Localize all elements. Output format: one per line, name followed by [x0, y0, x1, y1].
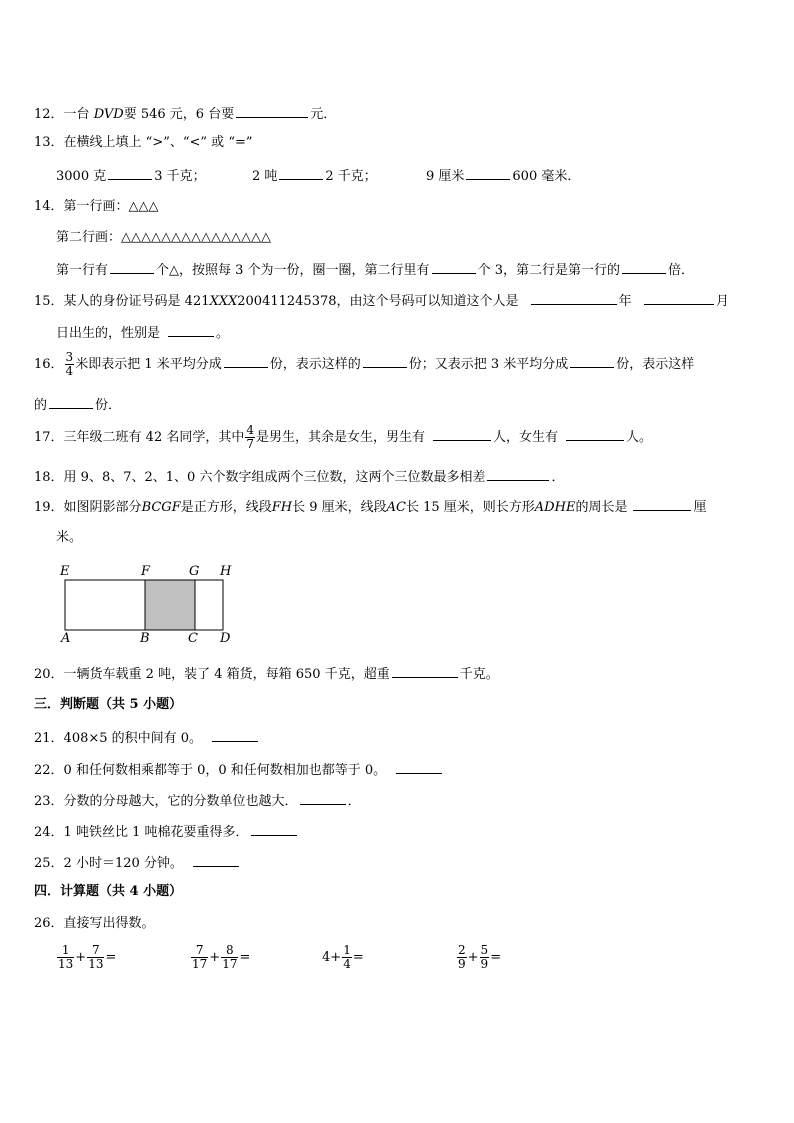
question-19: 19．如图阴影部分BCGF是正方形，线段FH长 9 厘米，线段AC长 15 厘米，则长方形ADHE的周长是 厘 — [34, 497, 706, 517]
label-e: E — [60, 564, 70, 579]
label-g: G — [189, 564, 200, 579]
answer-blank[interactable] — [224, 354, 268, 368]
expression-2: $\frac{7}{17}$ + $\frac{8}{17}$ = — [192, 943, 251, 971]
question-22: 22．0 和任何数相乘都等于 0，0 和任何数相加也都等于 0。 — [34, 760, 444, 780]
fraction: $\frac{3}{4}$ — [65, 350, 74, 378]
answer-blank[interactable] — [279, 166, 323, 180]
answer-blank[interactable] — [644, 291, 714, 305]
question-16: 16． $\frac{3}{4}$ 米即表示把 1 米平均分成 份，表示这样的 份；又表示把 3 米平均分成 份，表示这样 — [34, 350, 695, 378]
section-4-title: 四．计算题（共 4 小题） — [34, 884, 183, 899]
answer-blank[interactable] — [466, 166, 510, 180]
question-20: 20．一辆货车载重 2 吨，装了 4 箱货，每箱 650 千克，超重 千克。 — [34, 664, 499, 684]
expression-4: $\frac{2}{9}$ + $\frac{5}{9}$ = — [458, 943, 502, 971]
label-h: H — [220, 564, 232, 579]
question-13-item-b: 2 吨 2 千克； — [252, 166, 377, 186]
question-24: 24．1 吨铁丝比 1 吨棉花要重得多． — [34, 822, 299, 842]
fraction: $\frac{4}{7}$ — [246, 423, 254, 451]
question-13-items: 3000 克 3 千克； — [56, 166, 206, 186]
question-23: 23．分数的分母越大，它的分数单位也越大． ． — [34, 791, 361, 811]
answer-blank[interactable] — [363, 354, 407, 368]
answer-blank[interactable] — [251, 822, 297, 836]
question-12: 12．一台 DVD要 546 元，6 台要 元． — [34, 104, 336, 124]
question-18: 18．用 9、8、7、2、1、0 六个数字组成两个三位数，这两个三位数最多相差 ． — [34, 467, 564, 487]
question-26: 26．直接写出得数。 — [34, 916, 155, 931]
fraction: $\frac{1}{13}$ — [58, 943, 74, 971]
label-d: D — [220, 631, 231, 646]
answer-blank[interactable] — [49, 395, 93, 409]
fraction: $\frac{7}{13}$ — [88, 943, 104, 971]
answer-blank[interactable] — [212, 728, 258, 742]
question-13-item-c: 9 厘米 600 毫米． — [426, 166, 580, 186]
label-a: A — [61, 631, 71, 646]
expression-3: 4+ $\frac{1}{4}$ = — [322, 943, 364, 971]
question-14-row2: 第二行画：△△△△△△△△△△△△△△△ — [56, 230, 271, 245]
label-c: C — [188, 631, 198, 646]
question-15-cont: 日出生的，性别是 。 — [56, 323, 229, 343]
answer-blank[interactable] — [236, 104, 308, 118]
label-f: F — [141, 564, 151, 579]
rectangle-adhe — [65, 580, 223, 630]
question-14: 14．第一行画：△△△ — [34, 199, 159, 214]
question-25: 25．2 小时＝120 分钟。 — [34, 853, 241, 873]
label-b: B — [140, 631, 150, 646]
answer-blank[interactable] — [392, 664, 458, 678]
question-15: 15．某人的身份证号码是 421XXX200411245378，由这个号码可以知道这个人是 年 月 — [34, 291, 729, 311]
expression-1: $\frac{1}{13}$ + $\frac{7}{13}$ = — [58, 943, 117, 971]
answer-blank[interactable] — [570, 354, 614, 368]
question-17: 17．三年级二班有 42 名同学，其中 $\frac{4}{7}$ 是男生，其余是女生，男生有 人，女生有 人。 — [34, 423, 653, 451]
answer-blank[interactable] — [622, 260, 666, 274]
fraction: $\frac{1}{4}$ — [343, 943, 351, 971]
answer-blank[interactable] — [633, 497, 691, 511]
answer-blank[interactable] — [396, 760, 442, 774]
answer-blank[interactable] — [531, 291, 617, 305]
question-13: 13．在横线上填上 “>”、“<” 或 “=” — [34, 135, 253, 150]
answer-blank[interactable] — [193, 853, 239, 867]
answer-blank[interactable] — [168, 323, 214, 337]
fraction: $\frac{7}{17}$ — [192, 943, 208, 971]
rectangle-diagram — [56, 564, 246, 648]
question-19-cont: 米。 — [56, 530, 83, 545]
fraction: $\frac{5}{9}$ — [480, 943, 489, 971]
answer-blank[interactable] — [300, 791, 346, 805]
question-14-prompt: 第一行有 个△，按照每 3 个为一份，圈一圈，第二行里有 个 3，第二行是第一行的 倍． — [56, 260, 694, 280]
answer-blank[interactable] — [566, 427, 624, 441]
fraction: $\frac{2}{9}$ — [458, 943, 466, 971]
square-bcgf — [145, 580, 195, 630]
answer-blank[interactable] — [433, 427, 491, 441]
rectangle-figure — [56, 564, 246, 648]
answer-blank[interactable] — [432, 260, 476, 274]
answer-blank[interactable] — [108, 166, 152, 180]
section-3-title: 三．判断题（共 5 小题） — [34, 697, 183, 712]
question-16-cont: 的 份． — [34, 395, 121, 415]
answer-blank[interactable] — [487, 467, 549, 481]
answer-blank[interactable] — [110, 260, 154, 274]
fraction: $\frac{8}{17}$ — [222, 943, 238, 971]
question-21: 21．408×5 的积中间有 0。 — [34, 728, 260, 748]
